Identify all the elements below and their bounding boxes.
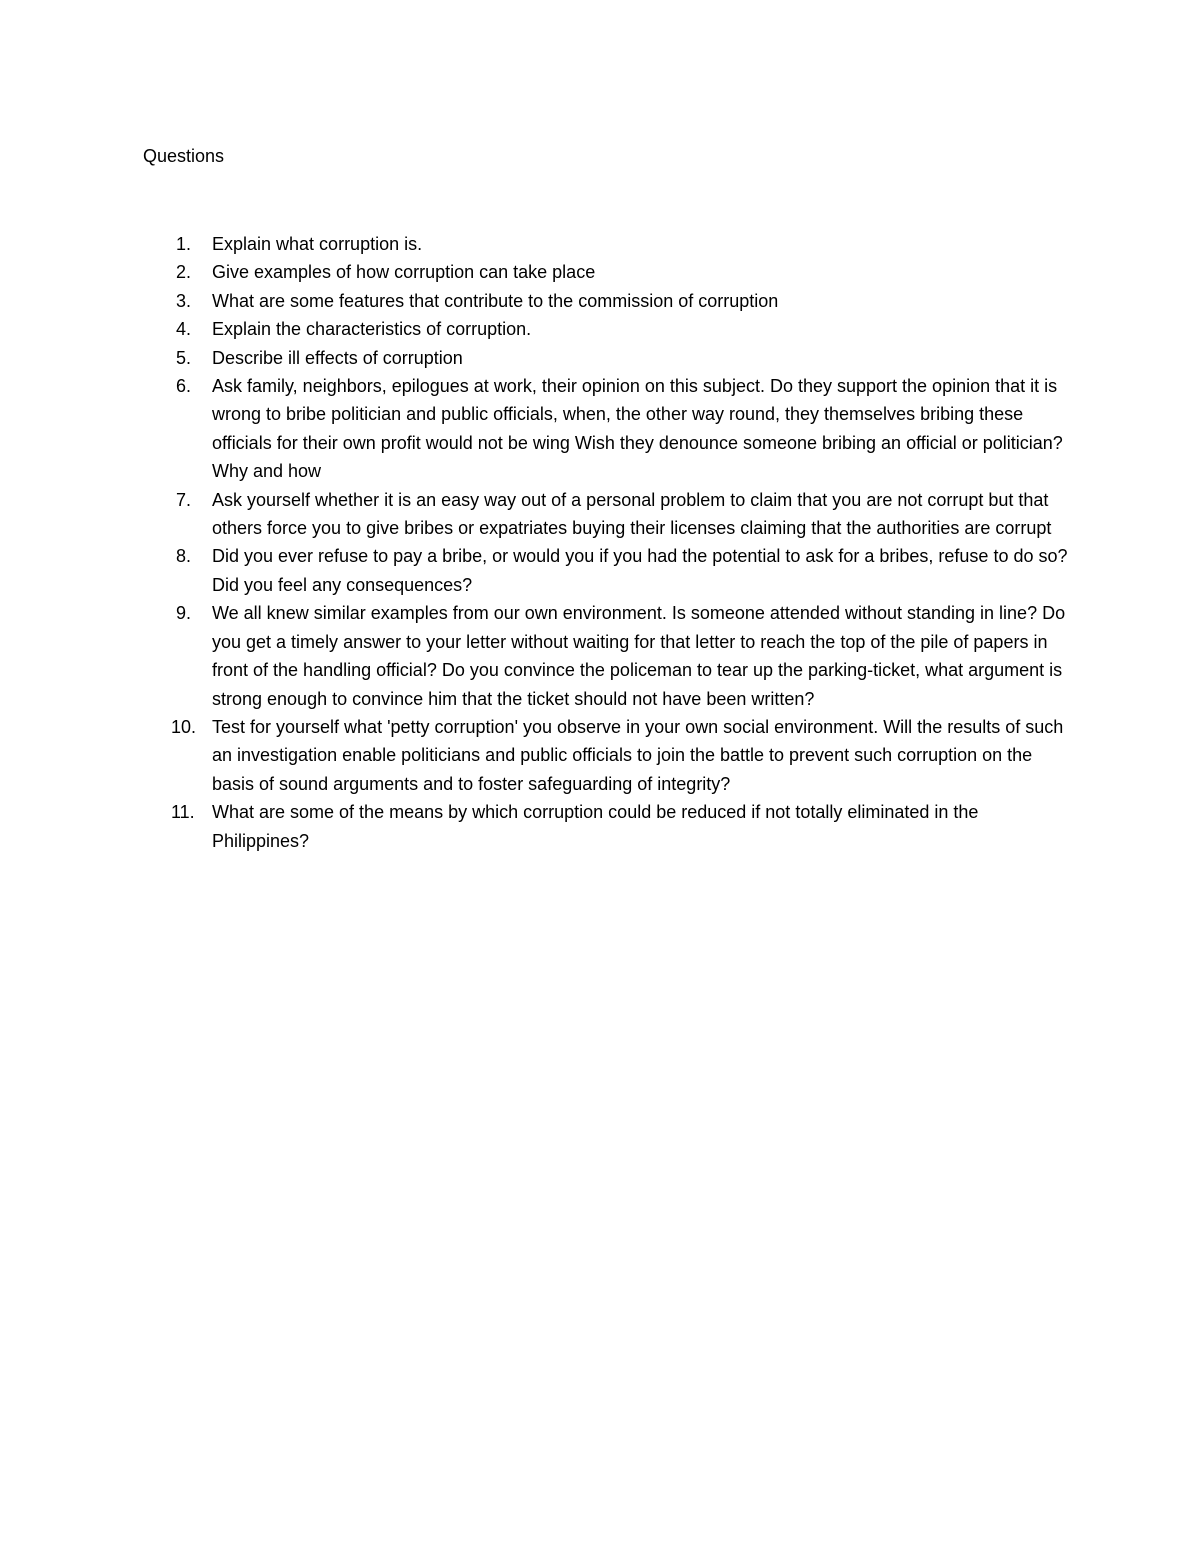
page-heading: Questions xyxy=(143,146,225,166)
question-number: 9. xyxy=(176,603,192,624)
question-item-5 xyxy=(143,344,1068,372)
question-number: 10. xyxy=(171,716,197,737)
question-text: Test for yourself what 'petty corruption' you observe in your own social environment. Will the results of such an investigation enable politicians and public officials to join the battle to prevent such corruption on the basis of sound arguments and to foster safeguarding of integrity? xyxy=(212,716,1064,794)
question-item-9 xyxy=(143,599,1068,713)
question-number: 5. xyxy=(176,347,192,368)
questions-list xyxy=(143,230,1068,855)
question-number: 2. xyxy=(176,262,192,283)
question-item-8 xyxy=(143,542,1068,599)
question-item-6 xyxy=(143,372,1068,486)
question-text: Explain what corruption is. xyxy=(212,234,423,254)
question-text: Did you ever refuse to pay a bribe, or would you if you had the potential to ask for a bribes, refuse to do so? Did you feel any consequences? xyxy=(212,546,1068,595)
question-text: We all knew similar examples from our own environment. Is someone attended without standing in line? Do you get a timely answer to your letter without waiting for that letter to reach the top of the pile of papers in front of the handling official? Do you convince the policeman to tear up the parking-ticket, what argument is strong enough to convince him that the ticket should not have been written? xyxy=(212,603,1066,709)
question-number: 11. xyxy=(171,802,195,823)
question-item-11 xyxy=(143,798,1068,855)
question-number: 3. xyxy=(176,290,192,311)
question-number: 1. xyxy=(176,234,192,254)
question-text: Give examples of how corruption can take place xyxy=(212,262,596,283)
question-number: 6. xyxy=(176,376,192,397)
question-number: 7. xyxy=(176,489,192,510)
question-text: Ask yourself whether it is an easy way out of a personal problem to claim that you are not corrupt but that others force you to give bribes or expatriates buying their licenses claiming that the authorities are corrupt xyxy=(212,489,1052,539)
question-text: What are some of the means by which corruption could be reduced if not totally eliminated in the Philippines? xyxy=(212,802,979,851)
question-text: Explain the characteristics of corruption. xyxy=(212,319,532,340)
question-number: 8. xyxy=(176,546,192,567)
question-number: 4. xyxy=(176,319,192,340)
question-item-7 xyxy=(143,486,1068,543)
question-text: Describe ill effects of corruption xyxy=(212,347,463,368)
question-item-2 xyxy=(143,258,1068,286)
question-item-1 xyxy=(143,230,1068,258)
question-item-10 xyxy=(143,713,1068,798)
question-text: What are some features that contribute to the commission of corruption xyxy=(212,290,779,311)
question-item-4 xyxy=(143,315,1068,343)
question-text: Ask family, neighbors, epilogues at work, their opinion on this subject. Do they support the opinion that it is wrong to bribe politician and public officials, when, the other way round, they themselves bribing these officials for their own profit would not be wing Wish they denounce someone bribing an official or politician? Why and how xyxy=(212,376,1063,482)
question-item-3 xyxy=(143,287,1068,315)
